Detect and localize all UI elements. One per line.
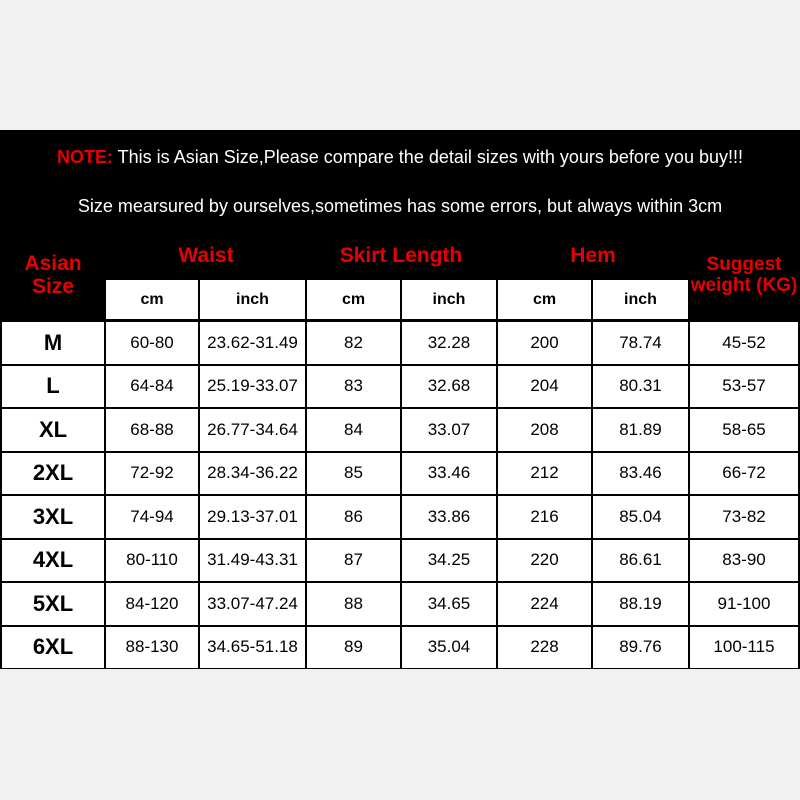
cell-weight-kg: 73-82 [690, 496, 798, 538]
cell-weight-kg: 53-57 [690, 366, 798, 408]
cell-hem-cm: 212 [498, 453, 591, 495]
unit-cm-4: cm [498, 280, 591, 319]
suggest-weight-header: Suggest weight (KG) [690, 254, 798, 296]
cell-length-inch: 32.28 [402, 322, 496, 364]
unit-cm-2: cm [307, 280, 400, 319]
cell-hem-inch: 81.89 [593, 409, 688, 451]
unit-inch-1: inch [200, 280, 305, 319]
cell-waist-inch: 26.77-34.64 [200, 409, 305, 451]
cell-hem-cm: 204 [498, 366, 591, 408]
cell-waist-cm: 64-84 [106, 366, 198, 408]
unit-inch-5: inch [593, 280, 688, 319]
cell-size: 5XL [2, 583, 104, 625]
cell-waist-cm: 68-88 [106, 409, 198, 451]
cell-length-cm: 83 [307, 366, 400, 408]
cell-size: 6XL [2, 627, 104, 669]
note-line-1 [0, 147, 800, 168]
cell-hem-inch: 89.76 [593, 627, 688, 669]
cell-waist-cm: 72-92 [106, 453, 198, 495]
cell-length-cm: 89 [307, 627, 400, 669]
cell-length-cm: 85 [307, 453, 400, 495]
cell-length-cm: 84 [307, 409, 400, 451]
cell-length-inch: 32.68 [402, 366, 496, 408]
cell-hem-cm: 224 [498, 583, 591, 625]
cell-waist-inch: 29.13-37.01 [200, 496, 305, 538]
cell-size: 4XL [2, 540, 104, 582]
cell-length-cm: 87 [307, 540, 400, 582]
cell-hem-cm: 208 [498, 409, 591, 451]
cell-weight-kg: 45-52 [690, 322, 798, 364]
cell-length-inch: 35.04 [402, 627, 496, 669]
waist-header: Waist [178, 244, 234, 268]
cell-hem-cm: 228 [498, 627, 591, 669]
unit-cm-0: cm [106, 280, 198, 319]
cell-size: 2XL [2, 453, 104, 495]
note-text: This is Asian Size,Please compare the detail sizes with yours before you buy!!! [113, 147, 743, 167]
size-chart [0, 130, 800, 669]
cell-waist-inch: 23.62-31.49 [200, 322, 305, 364]
cell-hem-cm: 200 [498, 322, 591, 364]
unit-inch-3: inch [402, 280, 496, 319]
cell-hem-inch: 80.31 [593, 366, 688, 408]
cell-hem-inch: 86.61 [593, 540, 688, 582]
cell-waist-inch: 25.19-33.07 [200, 366, 305, 408]
cell-length-inch: 33.86 [402, 496, 496, 538]
cell-waist-inch: 34.65-51.18 [200, 627, 305, 669]
cell-hem-cm: 216 [498, 496, 591, 538]
cell-size: L [2, 366, 104, 408]
cell-weight-kg: 91-100 [690, 583, 798, 625]
cell-hem-cm: 220 [498, 540, 591, 582]
cell-waist-cm: 80-110 [106, 540, 198, 582]
cell-waist-inch: 31.49-43.31 [200, 540, 305, 582]
cell-waist-cm: 74-94 [106, 496, 198, 538]
cell-hem-inch: 85.04 [593, 496, 688, 538]
cell-length-cm: 88 [307, 583, 400, 625]
cell-length-inch: 33.07 [402, 409, 496, 451]
cell-hem-inch: 83.46 [593, 453, 688, 495]
cell-hem-inch: 78.74 [593, 322, 688, 364]
cell-size: 3XL [2, 496, 104, 538]
cell-waist-inch: 33.07-47.24 [200, 583, 305, 625]
cell-waist-inch: 28.34-36.22 [200, 453, 305, 495]
cell-waist-cm: 88-130 [106, 627, 198, 669]
cell-length-cm: 82 [307, 322, 400, 364]
cell-weight-kg: 100-115 [690, 627, 798, 669]
skirt-length-header: Skirt Length [339, 244, 463, 268]
cell-weight-kg: 66-72 [690, 453, 798, 495]
note-label: NOTE: [57, 147, 113, 167]
cell-waist-cm: 60-80 [106, 322, 198, 364]
cell-waist-cm: 84-120 [106, 583, 198, 625]
asian-size-header: Asian Size [24, 251, 82, 298]
hem-header: Hem [570, 244, 616, 268]
cell-hem-inch: 88.19 [593, 583, 688, 625]
cell-length-inch: 34.65 [402, 583, 496, 625]
cell-size: XL [2, 409, 104, 451]
cell-length-inch: 33.46 [402, 453, 496, 495]
cell-weight-kg: 58-65 [690, 409, 798, 451]
cell-size: M [2, 322, 104, 364]
cell-length-cm: 86 [307, 496, 400, 538]
cell-length-inch: 34.25 [402, 540, 496, 582]
cell-weight-kg: 83-90 [690, 540, 798, 582]
note-line-2: Size mearsured by ourselves,sometimes has some errors, but always within 3cm [77, 196, 723, 216]
